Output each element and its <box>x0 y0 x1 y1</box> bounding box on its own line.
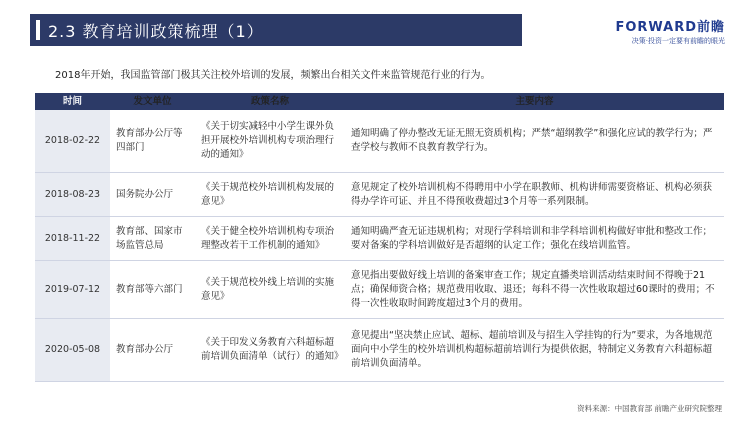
table-row <box>35 110 724 173</box>
cell-issuer: 教育部等六部门 <box>116 283 183 295</box>
cell-issuer: 教育部、国家市场监管总局 <box>116 225 183 251</box>
table-header-row <box>35 93 724 110</box>
cell-issuer: 国务院办公厅 <box>116 188 174 200</box>
logo-text: FORWARD前瞻 <box>615 20 725 35</box>
policy-table <box>35 93 724 382</box>
table-row <box>35 261 724 319</box>
title-bar <box>30 14 522 46</box>
cell-date: 2018-08-23 <box>35 173 110 216</box>
cell-content: 通知明确严査无证违规机构；对现行学科培训和非学科培训机构做好审批和整改工作；要对备案的学科培训做好是否超纲的认定工作；强化在线培训监管。 <box>351 225 713 251</box>
cell-policy: 《关于切实减轻中小学生课外负担开展校外培训机构专项治理行动的通知》 <box>201 121 335 160</box>
column-header-issuer: 发文单位 <box>133 95 172 107</box>
title-accent <box>36 20 40 40</box>
cell-policy: 《关于规范校外线上培训的实施意见》 <box>201 276 335 302</box>
cell-content: 意见提出“坚决禁止应试、超标、超前培训及与招生入学挂钩的行为”要求，为各地规范面向中小学生的校外培训机构超标超前培训行为提供依据，特制定义务教育六科超标超前培训负面清单。 <box>351 330 713 369</box>
table-row <box>35 217 724 261</box>
cell-policy: 《关于健全校外培训机构专项治理整改若干工作机制的通知》 <box>201 225 335 251</box>
cell-date: 2018-11-22 <box>35 217 110 260</box>
cell-issuer: 教育部办公厅 <box>116 344 174 355</box>
cell-policy: 《关于规范校外培训机构发展的意见》 <box>201 181 335 207</box>
cell-policy: 《关于印发义务教育六科超标超前培训负面清单（试行）的通知》 <box>201 337 344 362</box>
table-row <box>35 173 724 217</box>
source-note: 资料来源：中国教育部 前瞻产业研究院整理 <box>577 404 722 413</box>
cell-content: 意见规定了校外培训机构不得聘用中小学在职教师、机构讲师需要资格证、机构必须获得办学许可证、并且不得预收费超过3个月等一系列限制。 <box>351 181 713 207</box>
brand-logo <box>590 16 725 46</box>
column-header-content: 主要内容 <box>515 95 554 107</box>
cell-date: 2018-02-22 <box>35 110 110 172</box>
header <box>30 14 725 46</box>
intro-text: 2018年开始，我国监管部门极其关注校外培训的发展，频繁出台相关文件来监管规范行业的行为。 <box>55 70 491 81</box>
cell-issuer: 教育部办公厅等四部门 <box>116 128 183 153</box>
cell-date: 2019-07-12 <box>35 261 110 318</box>
page-title: 2.3 教育培训政策梳理（1） <box>48 22 264 41</box>
table-row <box>35 319 724 382</box>
column-header-date: 时间 <box>62 95 82 107</box>
logo-slogan: 决策·投资一定要有前瞻的眼光 <box>631 37 725 45</box>
cell-content: 意见指出要做好线上培训的备案审查工作；规定直播类培训活动结束时间不得晚于21点；确保师资合格；规范费用收取、退还；每科不得一次性收取超过60课时的费用；不得一次性收取时间跨度超过3个月的费用。 <box>351 269 715 309</box>
cell-date: 2020-05-08 <box>35 319 110 381</box>
cell-content: 通知明确了停办整改无证无照无资质机构；严禁“超纲教学”和强化应试的教学行为；严查学校与教师不良教育教学行为。 <box>351 128 713 153</box>
column-header-policy: 政策名称 <box>250 95 289 107</box>
